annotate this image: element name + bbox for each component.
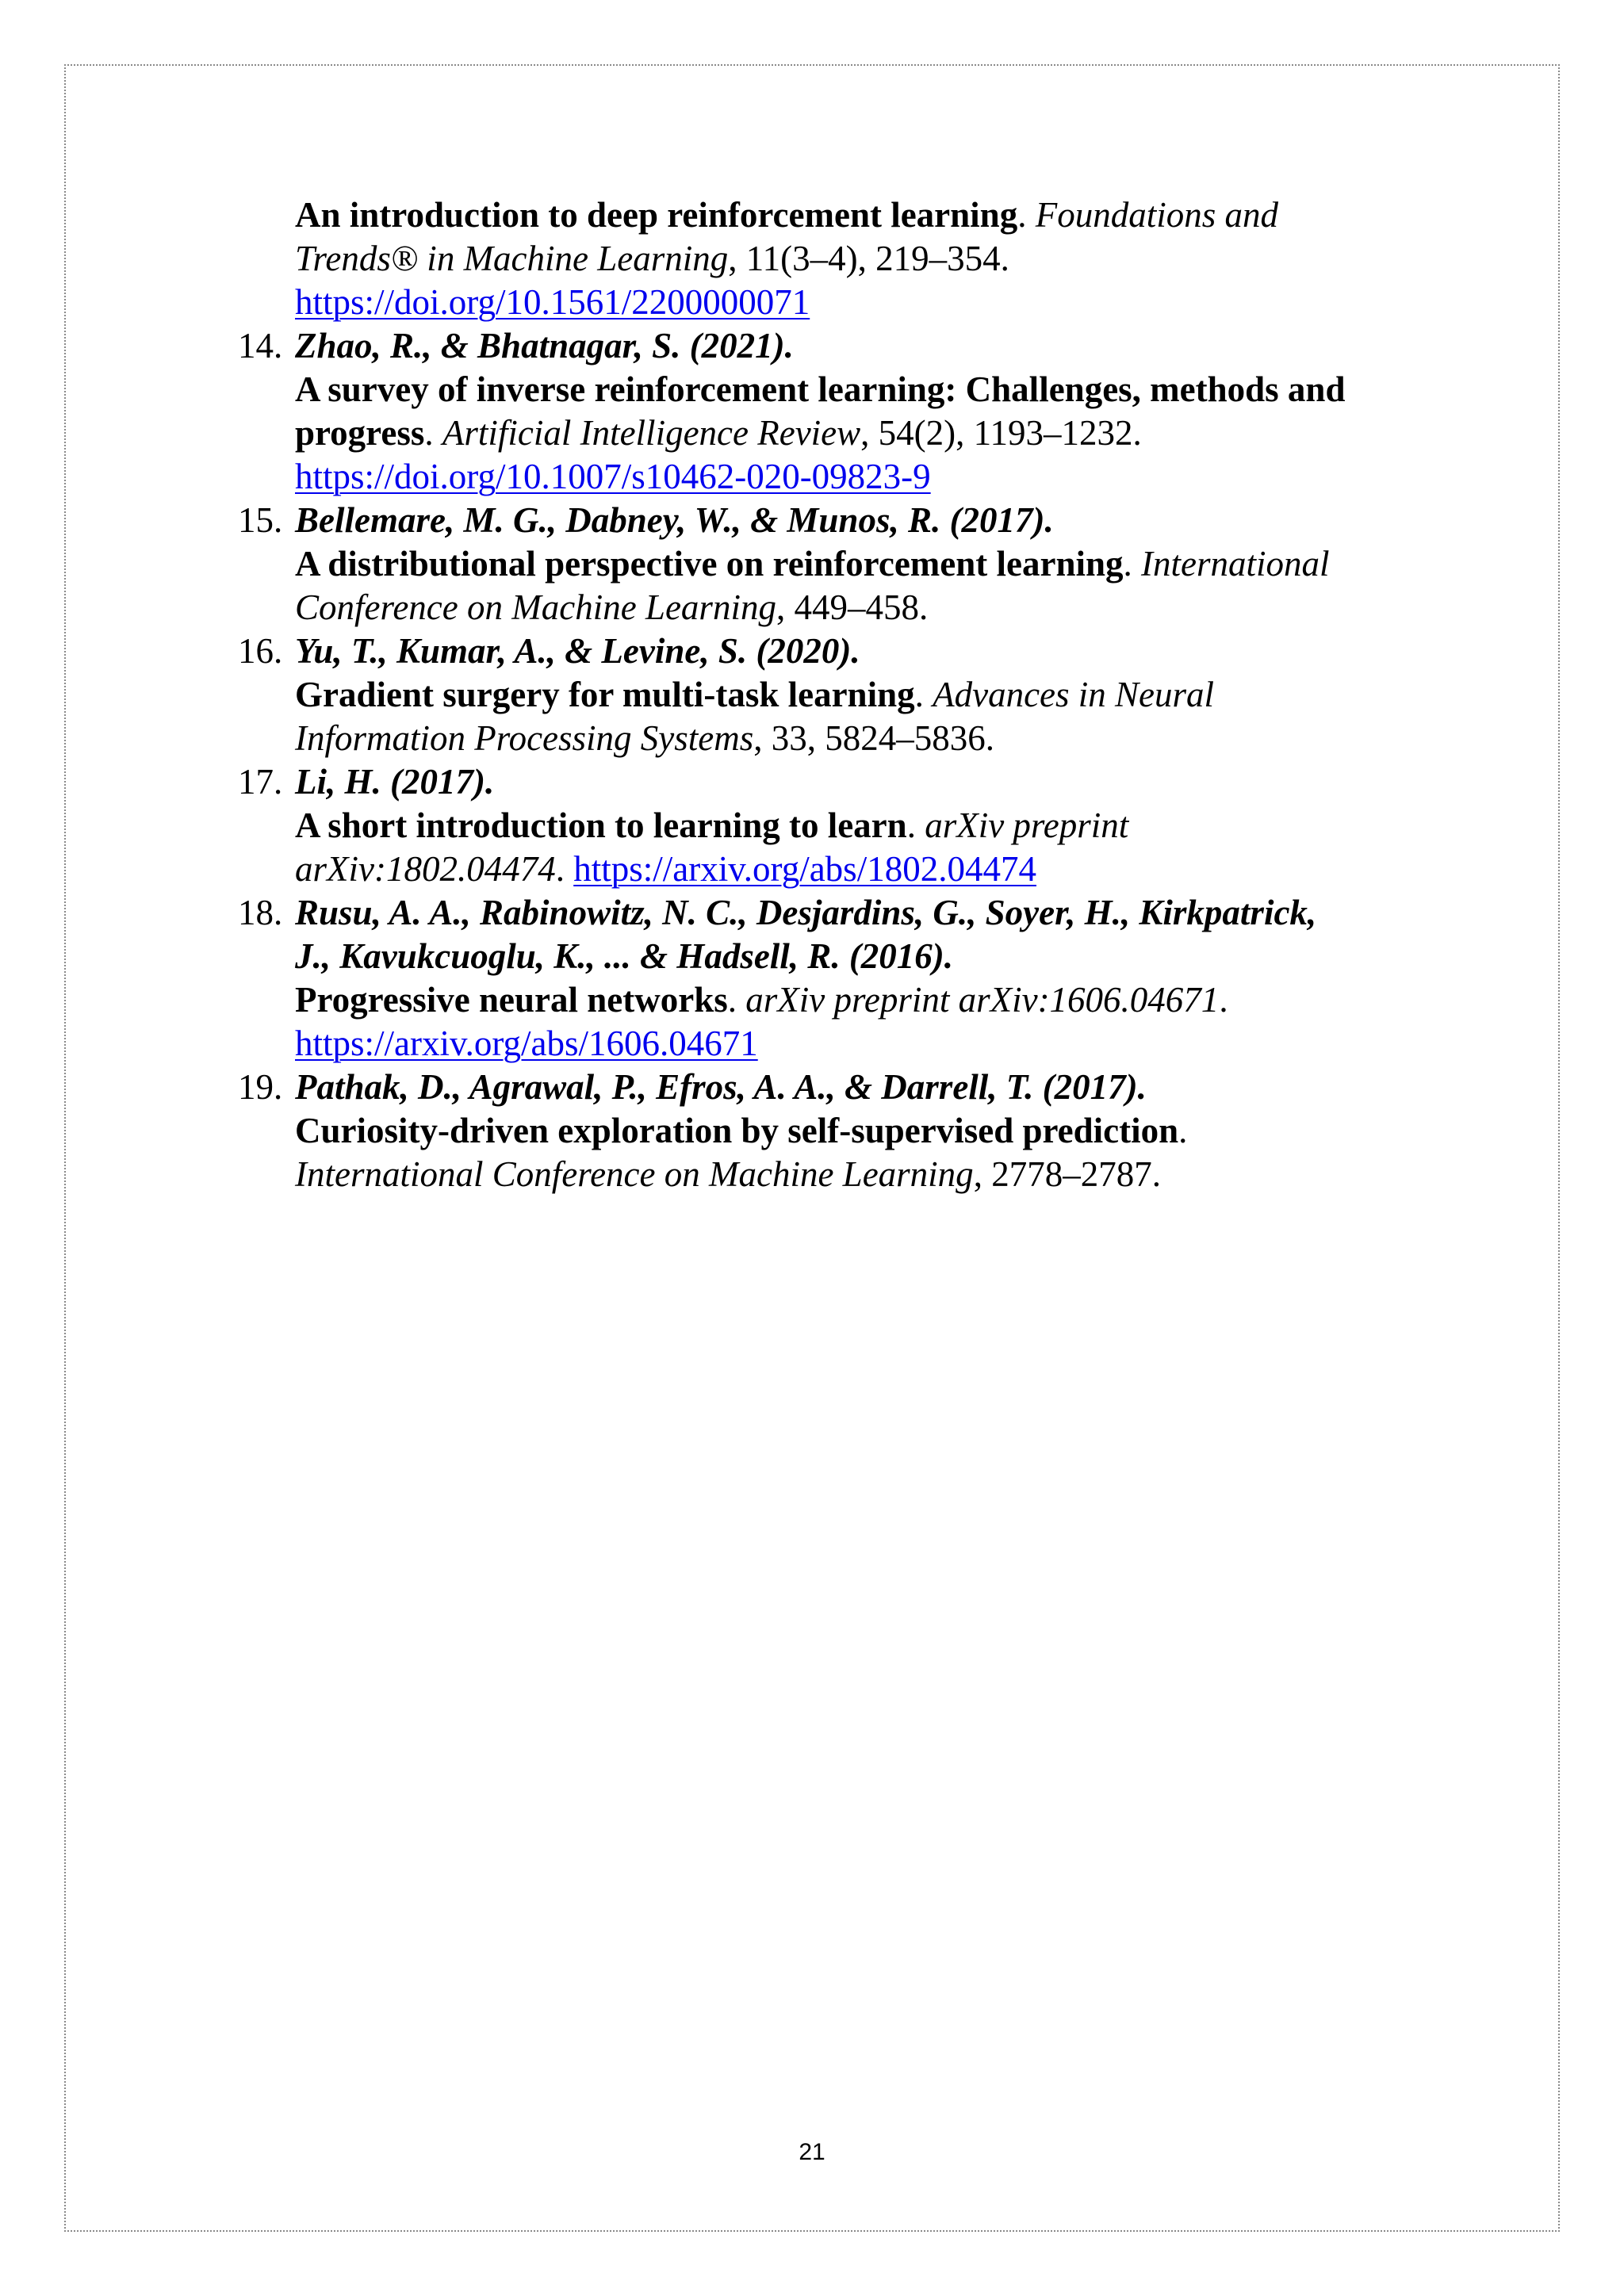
page-number: 21 (799, 2139, 825, 2165)
reference-authors: J., Kavukcuoglu, K., ... & Hadsell, R. (2016). (295, 936, 954, 976)
reference-line (295, 717, 1459, 760)
reference-authors: Pathak, D., Agrawal, P., Efros, A. A., & Darrell, T. (2017). (295, 1067, 1147, 1107)
reference-line (295, 324, 1459, 368)
reference-venue: arXiv preprint arXiv:1606.04671 (745, 980, 1220, 1020)
reference-18 (238, 891, 1459, 1066)
reference-venue: International Conference on Machine Learning (295, 1154, 974, 1194)
reference-details: , 2778–2787. (973, 1154, 1161, 1194)
separator: . (1219, 980, 1228, 1020)
reference-15 (238, 499, 1459, 629)
reference-title: An introduction to deep reinforcement learning (295, 195, 1018, 235)
reference-details: , 33, 5824–5836. (753, 718, 995, 758)
separator: . (1123, 544, 1142, 584)
reference-line (295, 848, 1459, 891)
reference-number: 16. (238, 631, 283, 671)
separator: . (1017, 195, 1036, 235)
reference-line (295, 760, 1459, 804)
reference-title: Progressive neural networks (295, 980, 728, 1020)
reference-13-continued (238, 193, 1459, 324)
reference-number: 14. (238, 326, 283, 365)
reference-19 (238, 1066, 1459, 1196)
reference-line (295, 499, 1459, 542)
reference-line (295, 542, 1459, 586)
reference-line (295, 804, 1459, 848)
reference-authors: Bellemare, M. G., Dabney, W., & Munos, R. (2017). (295, 500, 1054, 540)
reference-venue: Artificial Intelligence Review (442, 413, 861, 453)
reference-number: 18. (238, 893, 283, 932)
reference-title: A short introduction to learning to learn (295, 806, 907, 845)
reference-line (295, 891, 1459, 935)
reference-venue: Conference on Machine Learning (295, 587, 776, 627)
reference-line (295, 1022, 1459, 1066)
reference-authors: Yu, T., Kumar, A., & Levine, S. (2020). (295, 631, 860, 671)
reference-details: , 449–458. (776, 587, 929, 627)
separator: . (906, 806, 925, 845)
reference-line (295, 978, 1459, 1022)
reference-authors: Li, H. (2017). (295, 762, 495, 802)
separator: . (424, 413, 442, 453)
reference-line (295, 629, 1459, 673)
reference-authors: Zhao, R., & Bhatnagar, S. (2021). (295, 326, 794, 365)
reference-17 (238, 760, 1459, 891)
arxiv-link[interactable]: https://arxiv.org/abs/1802.04474 (573, 849, 1036, 889)
reference-details: , 11(3–4), 219–354. (728, 239, 1009, 278)
reference-venue: Trends® in Machine Learning (295, 239, 729, 278)
doi-link[interactable]: https://doi.org/10.1561/2200000071 (295, 282, 810, 322)
reference-venue: arXiv preprint (925, 806, 1129, 845)
reference-16 (238, 629, 1459, 760)
reference-venue: Advances in Neural (933, 675, 1215, 714)
separator: . (555, 849, 574, 889)
reference-venue: Information Processing Systems (295, 718, 754, 758)
reference-line (295, 1109, 1459, 1153)
reference-line (295, 281, 1459, 324)
reference-line (295, 237, 1459, 281)
reference-authors: Rusu, A. A., Rabinowitz, N. C., Desjardins, G., Soyer, H., Kirkpatrick, (295, 893, 1317, 932)
reference-title: A survey of inverse reinforcement learning: Challenges, methods and (295, 369, 1346, 409)
reference-details: , 54(2), 1193–1232. (860, 413, 1142, 453)
reference-number: 17. (238, 762, 283, 802)
reference-title: progress (295, 413, 425, 453)
reference-title: Curiosity-driven exploration by self-supervised prediction (295, 1111, 1179, 1150)
reference-venue: arXiv:1802.04474 (295, 849, 556, 889)
reference-venue: Foundations and (1035, 195, 1278, 235)
reference-line (295, 1153, 1459, 1196)
reference-line (295, 673, 1459, 717)
reference-list (238, 193, 1459, 1196)
reference-line (295, 1066, 1459, 1109)
reference-line (295, 935, 1459, 978)
doi-link[interactable]: https://doi.org/10.1007/s10462-020-09823-9 (295, 457, 931, 496)
separator: . (727, 980, 746, 1020)
reference-number: 19. (238, 1067, 283, 1107)
reference-line (295, 455, 1459, 499)
reference-venue: International (1141, 544, 1330, 584)
reference-line (295, 193, 1459, 237)
arxiv-link[interactable]: https://arxiv.org/abs/1606.04671 (295, 1024, 758, 1063)
reference-title: A distributional perspective on reinforcement learning (295, 544, 1124, 584)
separator: . (914, 675, 933, 714)
reference-line (295, 586, 1459, 629)
reference-line (295, 368, 1459, 411)
reference-number: 15. (238, 500, 283, 540)
separator: . (1178, 1111, 1188, 1150)
reference-14 (238, 324, 1459, 499)
reference-title: Gradient surgery for multi-task learning (295, 675, 915, 714)
reference-line (295, 411, 1459, 455)
